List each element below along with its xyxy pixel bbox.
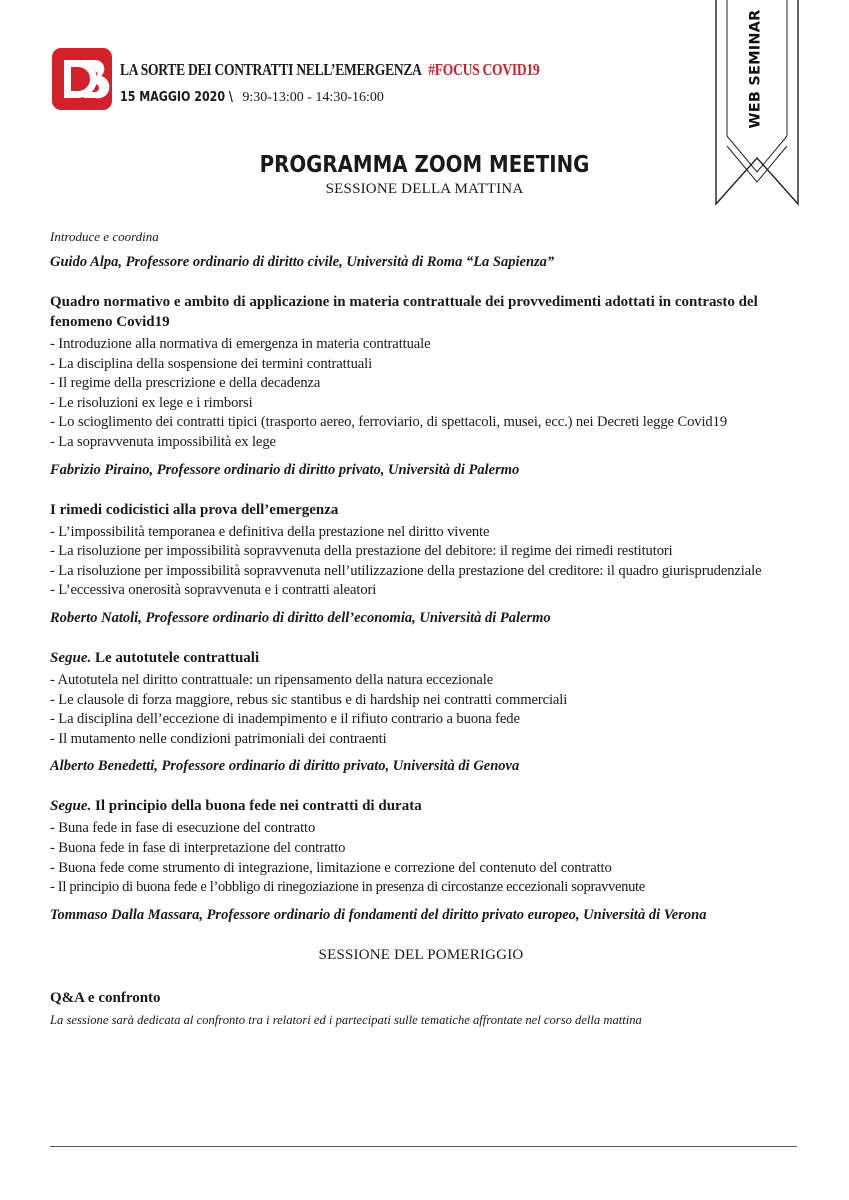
- program-section-4: [50, 796, 792, 924]
- section-point: - La disciplina della sospensione dei termini contrattuali: [50, 355, 373, 372]
- program-title: PROGRAMMA ZOOM MEETING: [259, 152, 590, 178]
- section-point: - La sopravvenuta impossibilità ex lege: [50, 433, 276, 450]
- section-speaker: Tommaso Dalla Massara, Professore ordinario di fondamenti del diritto privato europeo, Università di Verona: [50, 906, 707, 923]
- event-date-day: 15 MAGGIO 2020 \: [120, 90, 233, 105]
- section-title: [50, 648, 792, 668]
- section-point: - Il regime della prescrizione e della decadenza: [50, 375, 321, 392]
- qa-description: La sessione sarà dedicata al confronto tra i relatori ed i partecipati sulle tematiche affrontate nel corso della mattina: [50, 1012, 642, 1027]
- section-points: [50, 335, 792, 453]
- section-title: [50, 292, 792, 332]
- section-prefix: Segue.: [50, 798, 92, 815]
- ribbon-text: WEB SEMINAR: [747, 9, 763, 129]
- section-point: - Il mutamento nelle condizioni patrimoniali dei contraenti: [50, 730, 387, 747]
- event-hashtag: #FOCUS COVID19: [428, 60, 540, 79]
- program-section-3: [50, 648, 792, 776]
- section-points: [50, 819, 792, 897]
- morning-session-title: SESSIONE DELLA MATTINA: [325, 181, 524, 197]
- event-title-text: LA SORTE DEI CONTRATTI NELL’EMERGENZA: [120, 60, 422, 79]
- section-title-text: Il principio della buona fede nei contratti di durata: [95, 798, 422, 815]
- section-point: - La risoluzione per impossibilità sopravvenuta nell’utilizzazione della prestazione del creditore: il quadro giurisprudenziale: [50, 562, 762, 579]
- section-point: - Introduzione alla normativa di emergenza in materia contrattuale: [50, 336, 431, 352]
- program-section-1: [50, 292, 792, 480]
- section-points: [50, 671, 792, 749]
- section-title: [50, 500, 792, 520]
- db-logo: [52, 48, 112, 110]
- program-content: [50, 228, 792, 1029]
- section-points: [50, 523, 792, 601]
- section-point: - Lo scioglimento dei contratti tipici (trasporto aereo, ferroviario, di spettacoli, musei, ecc.) nei Decreti legge Covid19: [50, 414, 728, 431]
- section-title-text: Le autotutele contrattuali: [95, 649, 260, 666]
- qa-title: Q&A e confronto: [50, 989, 161, 1006]
- event-title: [120, 60, 539, 80]
- footer-divider: [50, 1146, 797, 1147]
- section-point: - Le clausole di forza maggiore, rebus sic stantibus e di hardship nei contratti commerciali: [50, 691, 568, 708]
- event-date: [120, 90, 384, 106]
- event-times: 9:30-13:00 - 14:30-16:00: [242, 90, 384, 105]
- section-title-text: Quadro normativo e ambito di applicazione in materia contrattuale dei provvedimenti adottati in contrasto del fenomeno Covid19: [50, 294, 758, 330]
- section-point: - Buna fede in fase di esecuzione del contratto: [50, 820, 316, 837]
- section-prefix: Segue.: [50, 649, 92, 666]
- section-speaker: Alberto Benedetti, Professore ordinario di diritto privato, Università di Genova: [50, 758, 520, 775]
- section-point: - Le risoluzioni ex lege e i rimborsi: [50, 394, 253, 411]
- section-point: - Buona fede come strumento di integrazione, limitazione e correzione del contenuto del contratto: [50, 859, 612, 876]
- section-point: - Il principio di buona fede e l’obbligo di rinegoziazione in presenza di circostanze eccezionali sopravvenute: [50, 879, 645, 896]
- section-point: - La risoluzione per impossibilità sopravvenuta della prestazione del debitore: il regime dei rimedi restitutori: [50, 543, 673, 560]
- intro-label: Introduce e coordina: [50, 229, 159, 244]
- section-point: - La disciplina dell’eccezione di inadempimento e il rifiuto contrario a buona fede: [50, 711, 520, 728]
- ribbon-label: [725, 10, 785, 128]
- section-title-text: I rimedi codicistici alla prova dell’emergenza: [50, 501, 339, 518]
- section-title: [50, 796, 792, 816]
- program-section-2: [50, 500, 792, 628]
- afternoon-session-title: SESSIONE DEL POMERIGGIO: [318, 946, 524, 963]
- moderator: Guido Alpa, Professore ordinario di diritto civile, Università di Roma “La Sapienza”: [50, 254, 555, 270]
- section-speaker: Fabrizio Piraino, Professore ordinario di diritto privato, Università di Palermo: [50, 461, 520, 478]
- section-point: - L’eccessiva onerosità sopravvenuta e i contratti aleatori: [50, 582, 377, 599]
- section-speaker: Roberto Natoli, Professore ordinario di diritto dell’economia, Università di Palermo: [50, 609, 551, 626]
- section-point: - Buona fede in fase di interpretazione del contratto: [50, 839, 346, 856]
- section-point: - Autotutela nel diritto contrattuale: un ripensamento della natura eccezionale: [50, 671, 494, 688]
- section-point: - L’impossibilità temporanea e definitiva della prestazione nel diritto vivente: [50, 523, 490, 540]
